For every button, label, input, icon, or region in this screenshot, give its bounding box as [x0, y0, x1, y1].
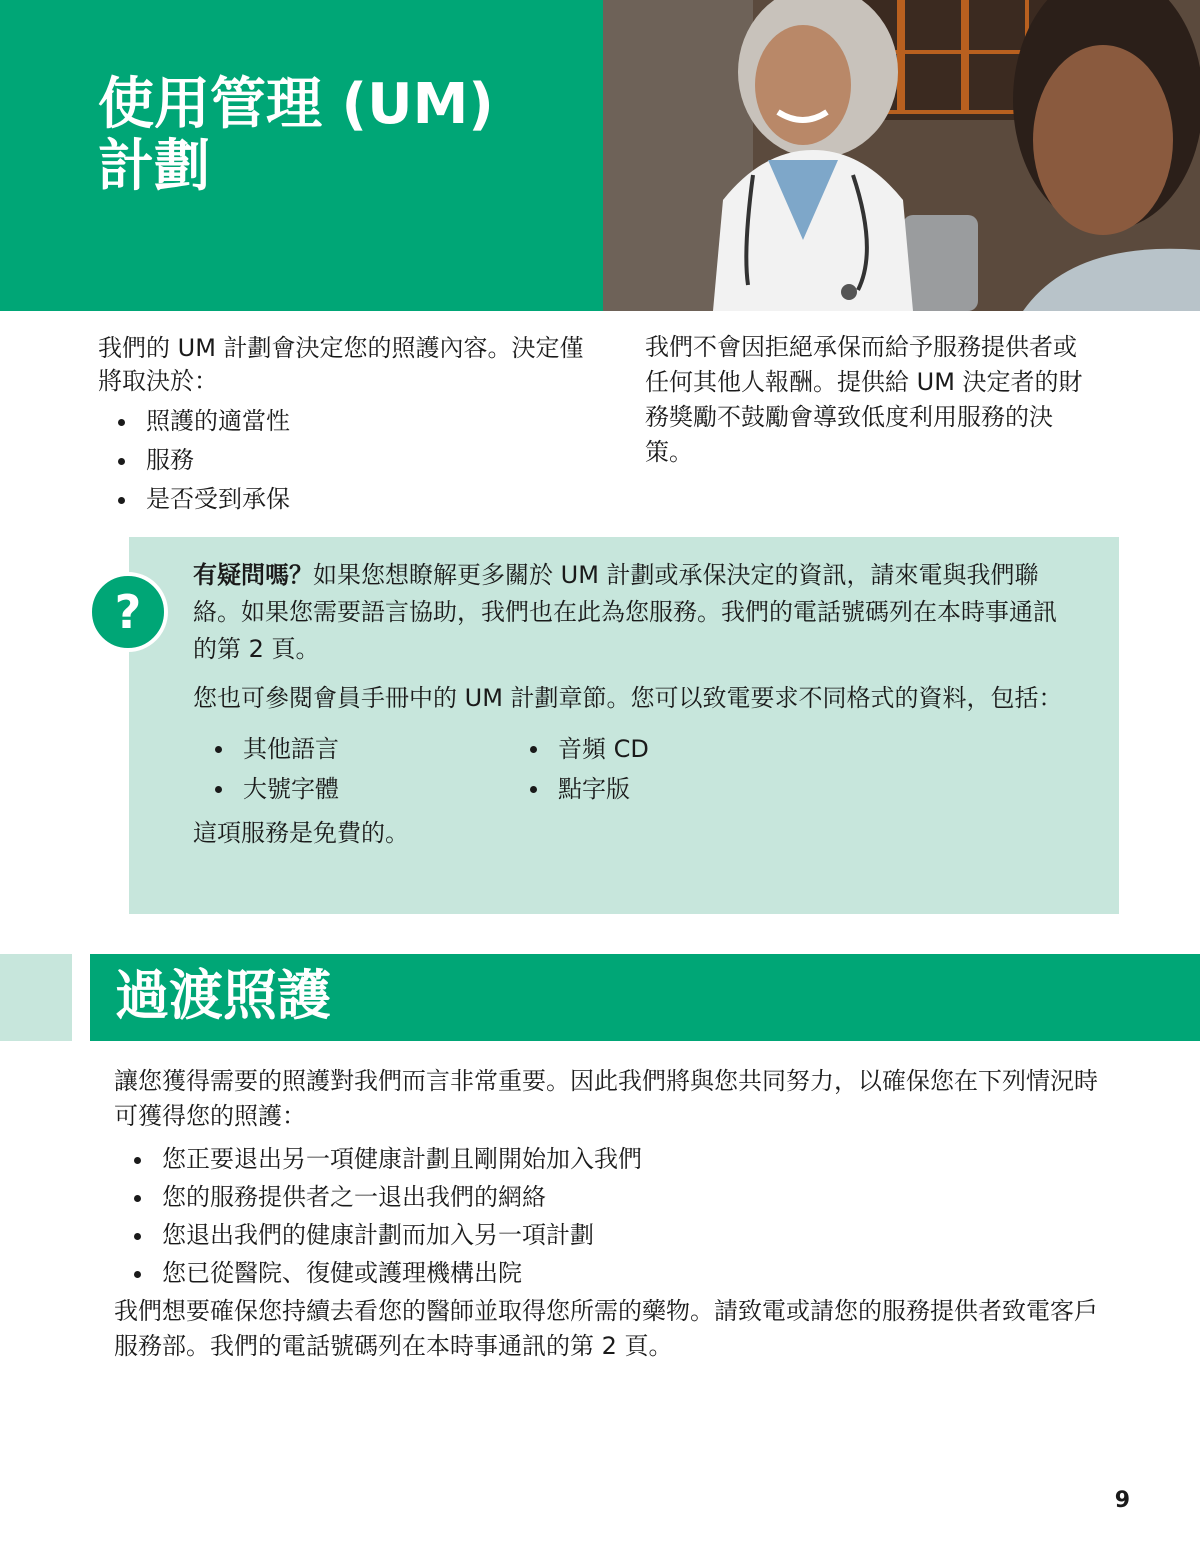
- formats-column-1: [193, 729, 508, 809]
- um-criteria-list: [98, 402, 598, 519]
- section-title: 過渡照護: [115, 964, 331, 1027]
- callout-contact-paragraph: [193, 557, 1073, 668]
- list-item: 您退出我們的健康計劃而加入另一項計劃: [134, 1216, 1104, 1254]
- callout-free-note: 這項服務是免費的。: [193, 819, 409, 847]
- list-item: 大號字體: [215, 769, 508, 809]
- list-item: 照護的適當性: [118, 402, 598, 441]
- list-item: 其他語言: [215, 729, 508, 769]
- list-item: 音頻 CD: [530, 729, 823, 769]
- list-item: 您已從醫院、復健或護理機構出院: [134, 1254, 1104, 1292]
- transition-care-section: [114, 1064, 1104, 1364]
- um-incentive-text: 我們不會因拒絕承保而給予服務提供者或任何其他人報酬。提供給 UM 決定者的財務獎勵不鼓勵會導致低度利用服務的決策。: [645, 333, 1083, 466]
- formats-list: [193, 729, 1073, 809]
- callout-lead: 有疑問嗎？: [193, 561, 313, 589]
- page-number: 9: [1114, 1488, 1130, 1513]
- um-intro-text: 我們的 UM 計劃會決定您的照護內容。決定僅將取決於：: [98, 334, 584, 395]
- header-banner: [0, 0, 603, 311]
- list-item: 服務: [118, 441, 598, 480]
- transition-situations-list: [114, 1140, 1104, 1292]
- um-intro: [98, 332, 598, 519]
- list-item: 點字版: [530, 769, 823, 809]
- callout-body: 如果您想瞭解更多關於 UM 計劃或承保決定的資訊，請來電與我們聯絡。如果您需要語言協助，我們也在此為您服務。我們的電話號碼列在本時事通訊的第 2 頁。: [193, 561, 1057, 663]
- doctor-patient-photo: [603, 0, 1200, 311]
- transition-intro: 讓您獲得需要的照護對我們而言非常重要。因此我們將與您共同努力，以確保您在下列情況時可獲得您的照護：: [114, 1067, 1098, 1130]
- section-accent-block: [0, 954, 72, 1041]
- transition-closing: 我們想要確保您持續去看您的醫師並取得您所需的藥物。請致電或請您的服務提供者致電客戶服務部。我們的電話號碼列在本時事通訊的第 2 頁。: [114, 1297, 1098, 1360]
- list-item: 您正要退出另一項健康計劃且剛開始加入我們: [134, 1140, 1104, 1178]
- callout-formats-intro: 您也可參閱會員手冊中的 UM 計劃章節。您可以致電要求不同格式的資料，包括：: [193, 684, 1063, 712]
- formats-column-2: [508, 729, 823, 809]
- page-title: 使用管理 (UM) 計劃: [98, 72, 494, 199]
- list-item: 您的服務提供者之一退出我們的網絡: [134, 1178, 1104, 1216]
- callout-content: [193, 557, 1073, 864]
- question-icon: ?: [88, 572, 168, 652]
- list-item: 是否受到承保: [118, 480, 598, 519]
